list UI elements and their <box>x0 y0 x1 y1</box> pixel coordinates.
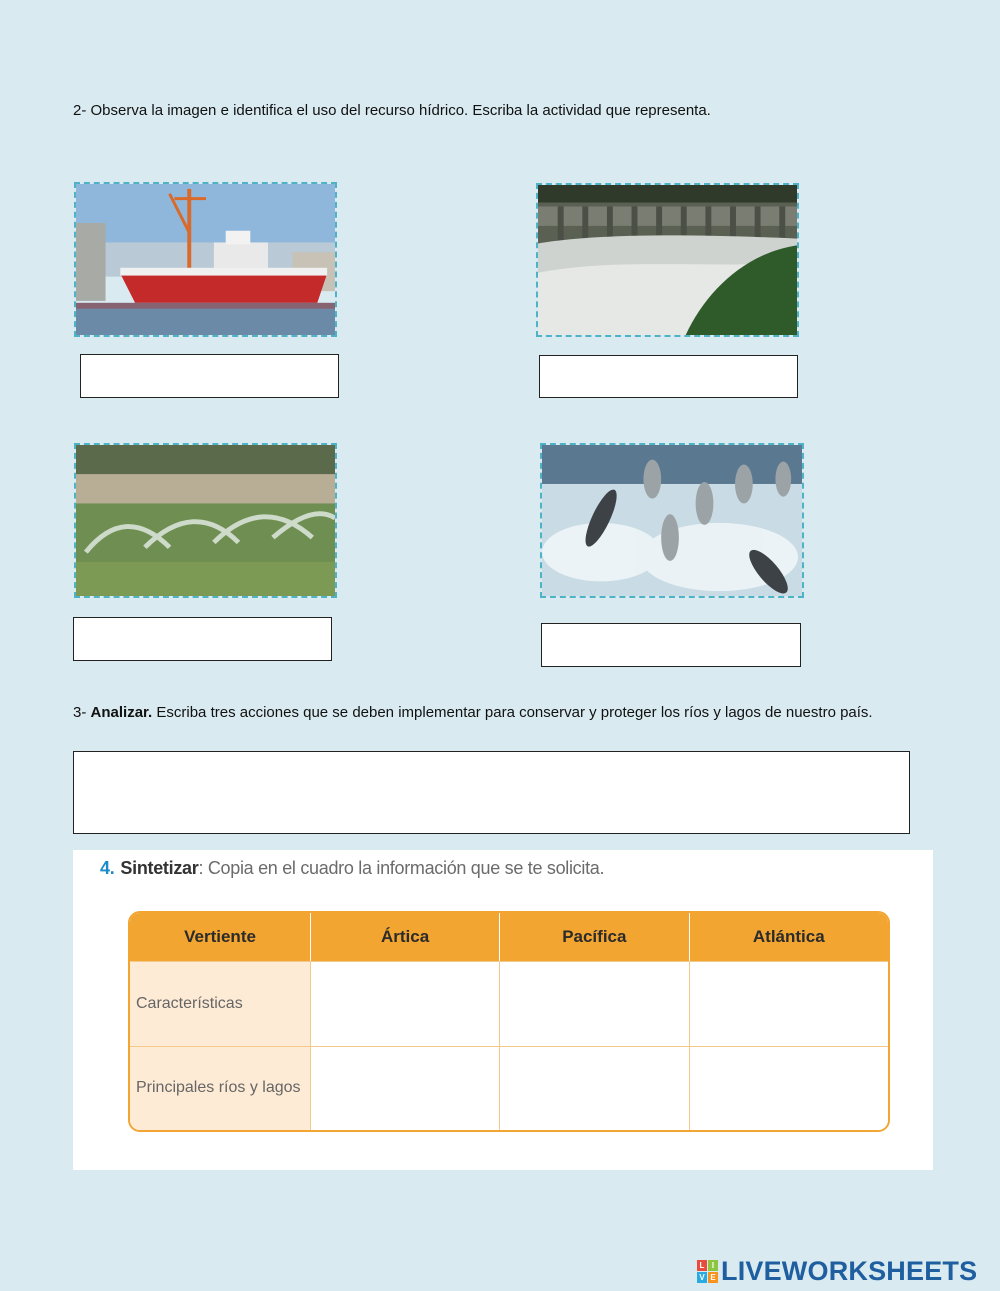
header-vertiente: Vertiente <box>130 913 311 961</box>
table-row <box>130 1046 888 1131</box>
table-row <box>130 961 888 1046</box>
logo-letter: E <box>708 1272 718 1283</box>
logo-letter: V <box>697 1272 707 1283</box>
sprinkler-irrigation-image <box>74 443 337 598</box>
question-4-title <box>100 858 604 879</box>
header-atlantica: Atlántica <box>690 913 888 961</box>
header-artica: Ártica <box>311 913 500 961</box>
logo-mark-icon <box>697 1260 718 1283</box>
question-2-text: 2- Observa la imagen e identifica el uso del recurso hídrico. Escriba la actividad que representa. <box>73 102 711 119</box>
logo-letter: I <box>708 1260 718 1271</box>
question-3-number: 3- <box>73 704 87 721</box>
question-4-keyword: Sintetizar <box>120 858 199 878</box>
answer-box-irrigation[interactable] <box>73 617 332 661</box>
question-3-keyword: Analizar. <box>90 704 153 721</box>
answer-box-dam[interactable] <box>539 355 798 398</box>
question-4-instruction: : Copia en el cuadro la información que se te solicita. <box>198 858 605 878</box>
logo-wordmark: LIVEWORKSHEETS <box>721 1256 978 1286</box>
answer-box-actions[interactable] <box>73 751 910 834</box>
fish-farming-image <box>540 443 804 598</box>
ship-port-image <box>74 182 337 337</box>
cell-caracteristicas-atlantica[interactable] <box>690 961 888 1046</box>
liveworksheets-logo <box>697 1256 977 1287</box>
table-header-row <box>130 913 888 961</box>
header-pacifica: Pacífica <box>500 913 689 961</box>
hydroelectric-dam-image <box>536 183 799 337</box>
cell-caracteristicas-pacifica[interactable] <box>500 961 689 1046</box>
row-label-caracteristicas: Características <box>130 961 311 1046</box>
cell-rios-atlantica[interactable] <box>690 1046 888 1131</box>
cell-rios-artica[interactable] <box>311 1046 500 1131</box>
cell-rios-pacifica[interactable] <box>500 1046 689 1131</box>
question-3-text <box>73 700 913 725</box>
cell-caracteristicas-artica[interactable] <box>311 961 500 1046</box>
logo-letter: L <box>697 1260 707 1271</box>
synthesis-panel <box>73 850 933 1170</box>
row-label-rios-lagos: Principales ríos y lagos <box>130 1046 311 1131</box>
question-3-instruction: Escriba tres acciones que se deben implementar para conservar y proteger los ríos y lagos de nuestro país. <box>152 704 873 721</box>
answer-box-fishing[interactable] <box>541 623 801 667</box>
question-4-number: 4. <box>100 858 115 878</box>
answer-box-ship[interactable] <box>80 354 339 398</box>
vertiente-table <box>128 911 890 1132</box>
